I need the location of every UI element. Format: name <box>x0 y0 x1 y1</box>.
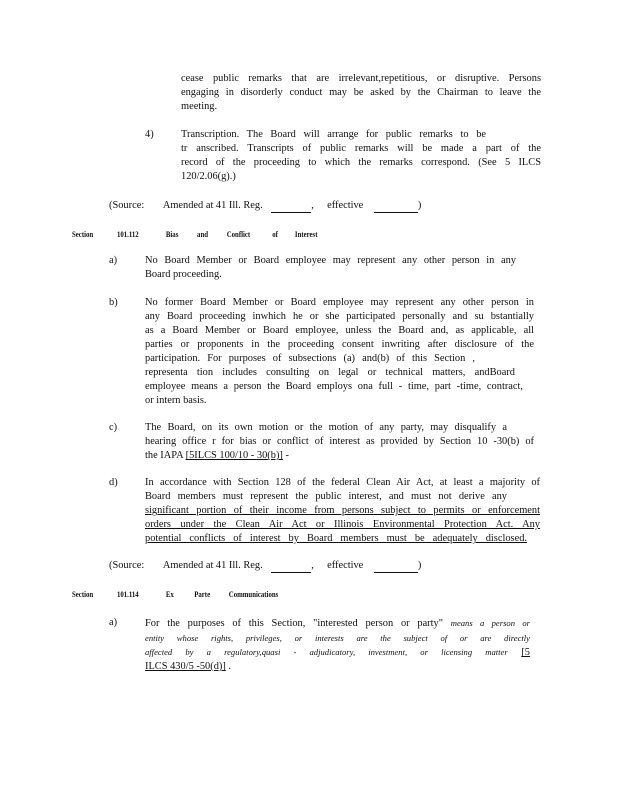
transcription-paragraph <box>181 128 541 184</box>
source-note <box>109 199 421 213</box>
text-line: record of the proceeding to which the remarks correspond. (See 5 ILCS <box>181 157 541 168</box>
text-line: representa tion includes consulting on legal or technical matters, andBoard <box>145 367 515 378</box>
item-number: a) <box>109 617 118 628</box>
source-amended: Amended at 41 Ill. Reg. <box>162 560 263 571</box>
item-number: 4) <box>145 129 154 140</box>
section-number: 101.114 <box>116 590 139 599</box>
section-title-word: Parte <box>194 590 211 599</box>
underlined-text-line: potential conflicts of interest by Board members must be adequately disclosed. <box>145 533 527 544</box>
item-number: a) <box>109 255 118 266</box>
text-line: The Board, on its own motion or the motion of any party, may disqualify a <box>145 422 507 433</box>
source-close: ) <box>417 200 422 211</box>
section-title-word: and <box>197 230 209 239</box>
source-label: (Source: <box>109 560 145 571</box>
item-a-paragraph <box>145 254 516 282</box>
item-number: c) <box>109 422 118 433</box>
text-line: cease public remarks that are irrelevant,repetitious, or disruptive. Persons <box>181 73 541 84</box>
text-line: Board proceeding. <box>145 269 222 280</box>
item-number: b) <box>109 297 118 308</box>
text-fragment: - <box>282 450 289 461</box>
text-line <box>145 616 530 631</box>
text-fragment: For the purposes of this Section, "interested person or party" <box>145 618 443 629</box>
statute-citation: [5 <box>521 647 530 658</box>
text-line: any Board proceeding inwhich he or she participated personally and su bstantially <box>145 311 534 322</box>
text-line: employee means a person the Board employs ona full - time, part -time, contract, <box>145 381 523 392</box>
item-c-paragraph <box>145 421 534 463</box>
text-line: In accordance with Section 128 of the federal Clean Air Act, at least a majority of <box>145 477 540 488</box>
text-line: participation. For purposes of subsections (a) and(b) of this Section , <box>145 353 475 364</box>
text-line: Transcription. The Board will arrange for public remarks to be <box>181 129 486 140</box>
source-effective: effective <box>327 560 364 571</box>
section-heading-101-114 <box>72 589 278 601</box>
section-title-word: Interest <box>294 230 318 239</box>
blank-line <box>374 202 418 213</box>
text-line: tr anscribed. Transcripts of public remarks will be made a part of the <box>181 143 541 154</box>
text-line: 120/2.06(g).) <box>181 171 236 182</box>
text-line: meeting. <box>181 101 218 112</box>
text-line: No former Board Member or Board employee may represent any other person in <box>145 297 534 308</box>
text-line <box>145 645 530 660</box>
source-sep: , <box>311 200 314 211</box>
blank-line <box>374 562 418 573</box>
text-line <box>145 449 534 463</box>
section-heading-101-112 <box>72 229 317 241</box>
section-title-word: of <box>272 230 278 239</box>
source-close: ) <box>417 560 422 571</box>
section-title-word: Bias <box>165 230 179 239</box>
text-fragment: . <box>225 661 232 672</box>
text-line: Board members must represent the public interest, and must not derive any <box>145 491 507 502</box>
underlined-text-line: orders under the Clean Air Act or Illinois Environmental Protection Act. Any <box>145 519 540 530</box>
text-fragment: the IAPA <box>145 450 186 461</box>
blank-line <box>271 202 311 213</box>
text-line: or intern basis. <box>145 395 207 406</box>
source-amended: Amended at 41 Ill. Reg. <box>162 200 263 211</box>
section-title-word: Conflict <box>226 230 251 239</box>
statute-citation: [5ILCS 100/10 - 30(b)] <box>185 450 283 461</box>
source-label: (Source: <box>109 200 145 211</box>
section-title-word: Ex <box>165 590 174 599</box>
text-line: engaging in disorderly conduct may be asked by the Chairman to leave the <box>181 87 541 98</box>
item-114a-paragraph <box>145 616 530 674</box>
section-number: 101.112 <box>116 230 139 239</box>
italic-fragment: affected by a regulatory,quasi - adjudicatory, investment, or licensing matter <box>145 647 508 657</box>
item-d-paragraph <box>145 476 540 546</box>
italic-text-line: entity whose rights, privileges, or interests are the subject of or are directly <box>145 633 530 643</box>
text-line: hearing office r for bias or conflict of interest as provided by Section 10 -30(b) of <box>145 436 534 447</box>
text-line: parties or proponents in the proceeding consent inwriting after disclosure of the <box>145 339 534 350</box>
item-b-paragraph <box>145 296 534 408</box>
section-label: Section <box>72 230 94 239</box>
source-sep: , <box>311 560 314 571</box>
underlined-text-line: significant portion of their income from persons subject to permits or enforcement <box>145 505 540 516</box>
source-note <box>109 559 421 573</box>
italic-fragment: means a person or <box>450 618 530 628</box>
blank-line <box>271 562 311 573</box>
section-label: Section <box>72 590 94 599</box>
statute-citation: ILCS 430/5 -50(d)] <box>145 661 226 672</box>
continuation-paragraph <box>181 72 541 114</box>
text-line: as a Board Member or Board employee, unless the Board and, as applicable, all <box>145 325 534 336</box>
text-line <box>145 660 530 674</box>
text-line: No Board Member or Board employee may represent any other person in any <box>145 255 516 266</box>
source-effective: effective <box>327 200 364 211</box>
section-title-word: Communications <box>228 590 279 599</box>
item-number: d) <box>109 477 118 488</box>
